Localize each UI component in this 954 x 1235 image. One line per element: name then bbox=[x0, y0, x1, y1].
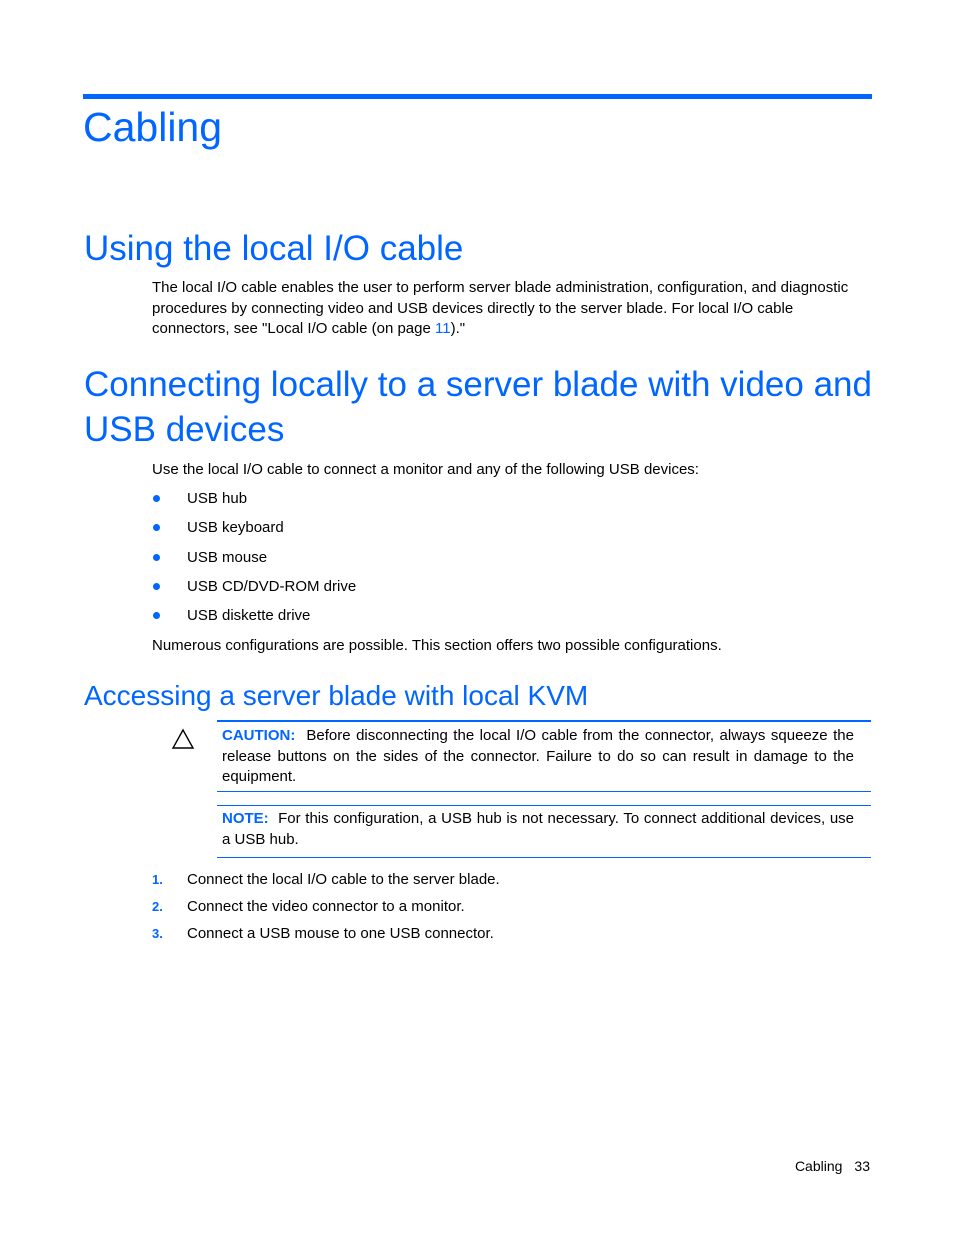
caution-label: CAUTION: bbox=[222, 727, 296, 744]
bullet-dot-icon bbox=[153, 583, 160, 590]
section-heading-local-io: Using the local I/O cable bbox=[84, 229, 464, 268]
list-item: USB hub bbox=[152, 488, 356, 517]
caution-top-rule bbox=[217, 720, 871, 722]
bullet-dot-icon bbox=[153, 524, 160, 531]
note-bottom-rule bbox=[217, 857, 871, 858]
list-item: 3. Connect a USB mouse to one USB connector. bbox=[152, 925, 494, 942]
list-item: USB mouse bbox=[152, 547, 356, 576]
bullet-dot-icon bbox=[153, 554, 160, 561]
list-item: USB keyboard bbox=[152, 517, 356, 546]
section-paragraph-local-io: The local I/O cable enables the user to perform server blade administration, configuration, and diagnostic procedures by connecting video and USB devices directly to the server blade. For local I/O cable connectors, see "Local I/O cable (on page 11)." bbox=[152, 279, 849, 337]
section-heading-connecting-locally: Connecting locally to a server blade with video and USB devices bbox=[84, 365, 872, 449]
caution-box: CAUTION: Before disconnecting the local I/O cable from the connector, always squeeze the release buttons on the sides of the connector. Failure to do so can result in damage to the equipment. bbox=[222, 727, 854, 785]
list-item: 2. Connect the video connector to a monitor. bbox=[152, 898, 465, 915]
footer-label: Cabling bbox=[794, 1158, 843, 1174]
list-item: 1. Connect the local I/O cable to the server blade. bbox=[152, 871, 500, 888]
chapter-rule bbox=[83, 94, 872, 99]
kvm-steps bbox=[152, 869, 500, 950]
page-footer bbox=[783, 1158, 870, 1174]
list-item: USB diskette drive bbox=[152, 605, 356, 634]
note-label: NOTE: bbox=[222, 810, 269, 827]
note-top-rule bbox=[217, 805, 871, 806]
page-link[interactable]: 11 bbox=[435, 320, 451, 337]
page-number: 33 bbox=[854, 1158, 870, 1174]
section-intro: Use the local I/O cable to connect a monitor and any of the following USB devices: bbox=[152, 461, 699, 478]
bullet-dot-icon bbox=[153, 612, 160, 619]
section-closing: Numerous configurations are possible. This section offers two possible configurations. bbox=[152, 637, 722, 654]
note-box: NOTE: For this configuration, a USB hub is not necessary. To connect additional devices, use a USB hub. bbox=[222, 810, 854, 848]
warning-triangle-icon bbox=[171, 728, 195, 750]
bullet-dot-icon bbox=[153, 495, 160, 502]
usb-device-list bbox=[152, 488, 356, 634]
section-heading-kvm: Accessing a server blade with local KVM bbox=[84, 680, 589, 711]
list-item: USB CD/DVD-ROM drive bbox=[152, 576, 356, 605]
chapter-title: Cabling bbox=[83, 104, 223, 150]
caution-bottom-rule bbox=[217, 791, 871, 792]
